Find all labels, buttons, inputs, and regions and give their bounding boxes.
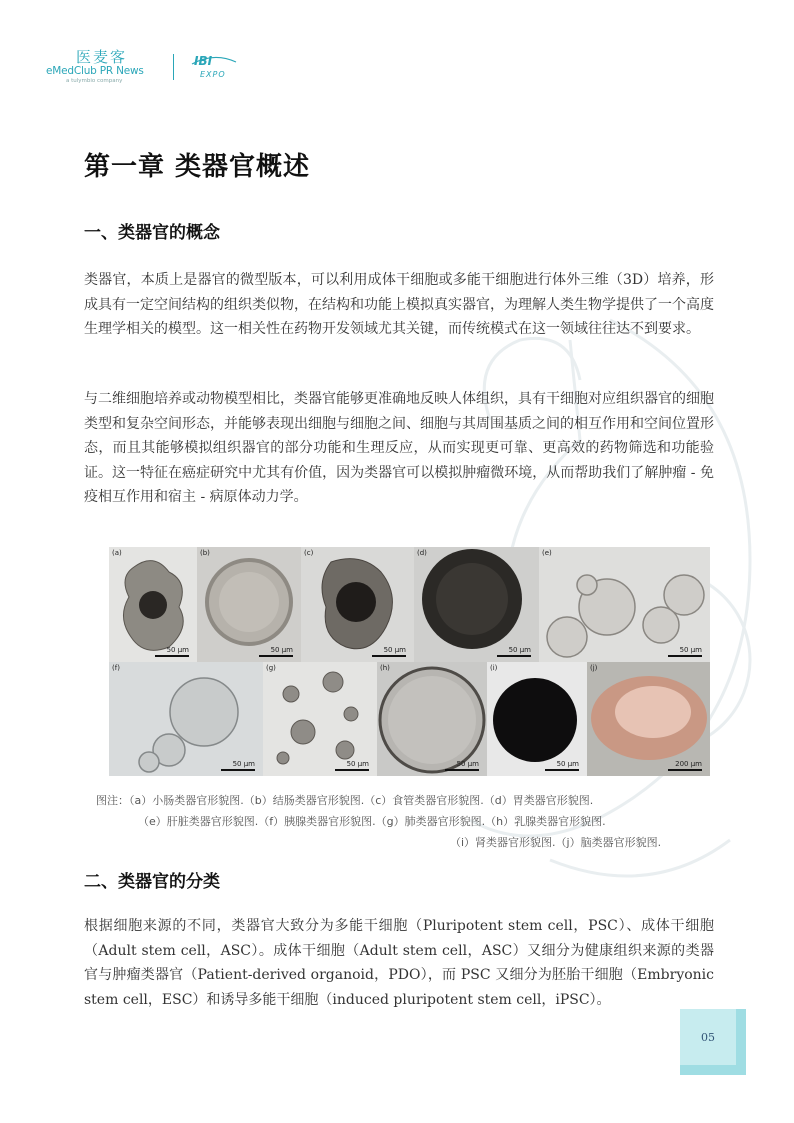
page-number-box (680, 1009, 746, 1075)
publisher-logo (46, 46, 246, 90)
logo-chinese-text: 医麦客 (76, 48, 128, 66)
panel-label: (c) (304, 549, 314, 557)
scale-bar: 50 μm (545, 760, 579, 771)
logo-divider (173, 54, 174, 80)
caption-line: （e）肝脏类器官形貌图.（f）胰腺类器官形貌图.（g）肺类器官形貌图.（h）乳腺类器官形貌图. (138, 815, 606, 828)
classification-paragraph: 根据细胞来源的不同，类器官大致分为多能干细胞（Pluripotent stem cell，PSC）、成体干细胞（Adult stem cell，ASC）。成体干细胞（Adult stem cell，ASC）又细分为健康组织来源的类器官与肿瘤类器官（Patient-derived organoid，PDO），而 PSC 又细分为胚胎干细胞（Embryonic stem cell，ESC）和诱导多能干细胞（induced pluripotent stem cell，iPSC）。 (84, 918, 714, 1008)
expo-logo (188, 54, 240, 86)
page-number: 05 (701, 1031, 715, 1044)
scale-bar: 50 μm (372, 646, 406, 657)
chapter-title: 第一章 类器官概述 (84, 152, 311, 182)
micrograph-panel-f (109, 662, 263, 776)
micrograph-panel-a (109, 547, 197, 662)
scale-bar: 50 μm (335, 760, 369, 771)
logo-english-text: eMedClub PR News (46, 65, 144, 77)
section-heading-concept: 一、类器官的概念 (84, 223, 220, 243)
scale-bar: 50 μm (221, 760, 255, 771)
section-heading-classification: 二、类器官的分类 (84, 872, 220, 892)
panel-label: (a) (112, 549, 122, 557)
caption-line: （i）肾类器官形貌图.（j）脑类器官形貌图. (450, 836, 662, 849)
micrograph-panel-c (301, 547, 414, 662)
panel-label: (d) (417, 549, 427, 557)
micrograph-panel-g (263, 662, 377, 776)
micrograph-panel-e (539, 547, 710, 662)
expo-logo-top: IBI (194, 54, 213, 68)
scale-bar: 50 μm (668, 646, 702, 657)
scale-bar: 50 μm (497, 646, 531, 657)
concept-paragraph-2: 与二维细胞培养或动物模型相比，类器官能够更准确地反映人体组织，具有干细胞对应组织器官的细胞类型和复杂空间形态，并能够表现出细胞与细胞之间、细胞与其周围基质之间的相互作用和空间位置形态，而且其能够模拟组织器官的部分功能和生理反应，从而实现更可靠、更高效的药物筛选和功能验证。这一特征在癌症研究中尤其有价值，因为类器官可以模拟肿瘤微环境，从而帮助我们了解肿瘤 - 免疫相互作用和宿主 - 病原体动力学。 (84, 391, 714, 505)
scale-bar: 50 μm (445, 760, 479, 771)
panel-label: (f) (112, 664, 120, 672)
concept-paragraph-1: 类器官，本质上是器官的微型版本，可以利用成体干细胞或多能干细胞进行体外三维（3D）培养，形成具有一定空间结构的组织类似物，在结构和功能上模拟真实器官，为理解人类生物学提供了一个高度生理学相关的模型。这一相关性在药物开发领域尤其关键，而传统模式在这一领域往往达不到要求。 (84, 272, 714, 337)
panel-label: (h) (380, 664, 390, 672)
organoid-micrograph-figure (109, 547, 710, 776)
micrograph-panel-d (414, 547, 539, 662)
panel-label: (i) (490, 664, 498, 672)
scale-bar: 200 μm (668, 760, 702, 771)
panel-label: (b) (200, 549, 210, 557)
panel-label: (e) (542, 549, 552, 557)
micrograph-panel-h (377, 662, 487, 776)
micrograph-panel-b (197, 547, 301, 662)
panel-label: (g) (266, 664, 276, 672)
expo-logo-bottom: EXPO (200, 70, 226, 79)
scale-bar: 50 μm (155, 646, 189, 657)
micrograph-panel-j (587, 662, 710, 776)
logo-tagline: a tulymbio company (66, 78, 123, 84)
caption-line: 图注：（a）小肠类器官形貌图.（b）结肠类器官形貌图.（c）食管类器官形貌图.（d）胃类器官形貌图. (96, 794, 594, 807)
micrograph-panel-i (487, 662, 587, 776)
panel-label: (j) (590, 664, 598, 672)
scale-bar: 50 μm (259, 646, 293, 657)
